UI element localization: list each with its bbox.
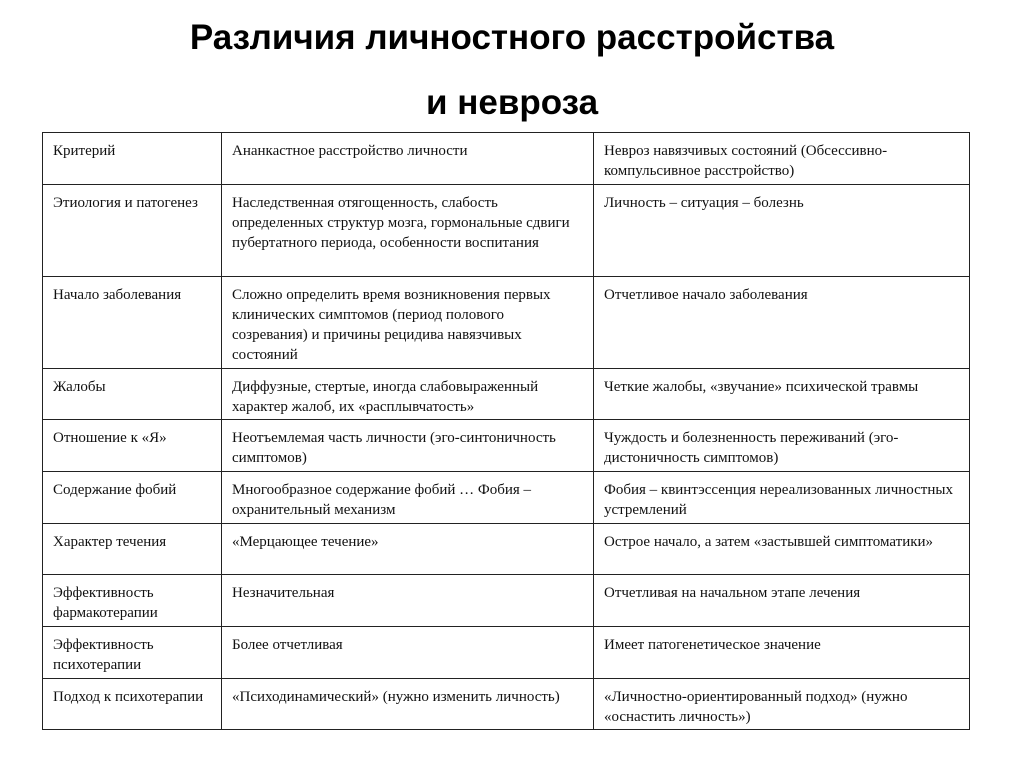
criterion-cell: Подход к психотерапии bbox=[43, 679, 222, 730]
anankastic-cell: Наследственная отягощенность, слабость определенных структур мозга, гормональные сдвиги пубертатного периода, особенности воспитания bbox=[222, 185, 594, 277]
neurosis-cell: Отчетливая на начальном этапе лечения bbox=[594, 575, 970, 627]
criterion-cell: Отношение к «Я» bbox=[43, 420, 222, 472]
table-row bbox=[43, 133, 970, 185]
anankastic-cell: Ананкастное расстройство личности bbox=[222, 133, 594, 185]
neurosis-cell: «Личностно-ориентированный подход» (нужно «оснастить личность») bbox=[594, 679, 970, 730]
anankastic-cell: Незначительная bbox=[222, 575, 594, 627]
table-row bbox=[43, 277, 970, 369]
table-row bbox=[43, 679, 970, 730]
table-row bbox=[43, 524, 970, 575]
anankastic-cell: Неотъемлемая часть личности (эго-синтоничность симптомов) bbox=[222, 420, 594, 472]
comparison-table bbox=[42, 132, 970, 730]
neurosis-cell: Фобия – квинтэссенция нереализованных личностных устремлений bbox=[594, 472, 970, 524]
table-row bbox=[43, 472, 970, 524]
anankastic-cell: «Психодинамический» (нужно изменить личность) bbox=[222, 679, 594, 730]
criterion-cell: Критерий bbox=[43, 133, 222, 185]
table-row bbox=[43, 369, 970, 420]
criterion-cell: Этиология и патогенез bbox=[43, 185, 222, 277]
criterion-cell: Содержание фобий bbox=[43, 472, 222, 524]
anankastic-cell: Диффузные, стертые, иногда слабовыраженный характер жалоб, их «расплывчатость» bbox=[222, 369, 594, 420]
criterion-cell: Характер течения bbox=[43, 524, 222, 575]
anankastic-cell: Сложно определить время возникновения первых клинических симптомов (период полового созревания) и причины рецидива навязчивых состояний bbox=[222, 277, 594, 369]
criterion-cell: Начало заболевания bbox=[43, 277, 222, 369]
table-row bbox=[43, 575, 970, 627]
neurosis-cell: Четкие жалобы, «звучание» психической травмы bbox=[594, 369, 970, 420]
table-row bbox=[43, 185, 970, 277]
table-row bbox=[43, 420, 970, 472]
neurosis-cell: Чуждость и болезненность переживаний (эго-дистоничность симптомов) bbox=[594, 420, 970, 472]
table-row bbox=[43, 627, 970, 679]
neurosis-cell: Невроз навязчивых состояний (Обсессивно-компульсивное расстройство) bbox=[594, 133, 970, 185]
criterion-cell: Эффективность психотерапии bbox=[43, 627, 222, 679]
anankastic-cell: Более отчетливая bbox=[222, 627, 594, 679]
neurosis-cell: Имеет патогенетическое значение bbox=[594, 627, 970, 679]
neurosis-cell: Острое начало, а затем «застывшей симптоматики» bbox=[594, 524, 970, 575]
page-title-line-2: и невроза bbox=[425, 83, 599, 122]
anankastic-cell: Многообразное содержание фобий … Фобия – охранительный механизм bbox=[222, 472, 594, 524]
anankastic-cell: «Мерцающее течение» bbox=[222, 524, 594, 575]
page-title-line-1: Различия личностного расстройства bbox=[189, 18, 835, 57]
criterion-cell: Жалобы bbox=[43, 369, 222, 420]
criterion-cell: Эффективность фармакотерапии bbox=[43, 575, 222, 627]
neurosis-cell: Отчетливое начало заболевания bbox=[594, 277, 970, 369]
neurosis-cell: Личность – ситуация – болезнь bbox=[594, 185, 970, 277]
